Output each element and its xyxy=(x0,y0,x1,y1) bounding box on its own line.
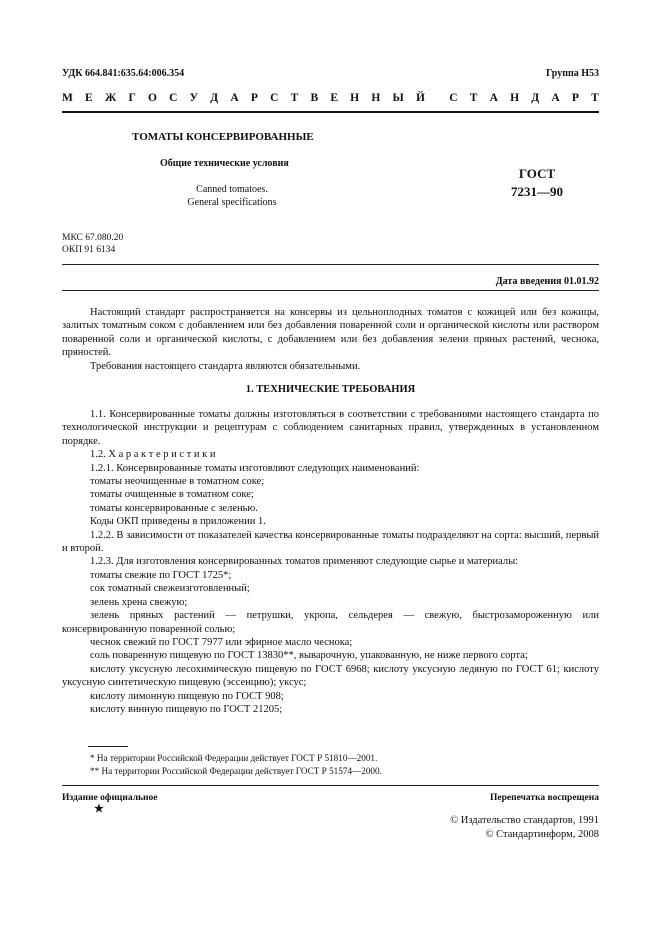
banner-letter: Е xyxy=(85,92,93,104)
banner-letter: Н xyxy=(371,92,381,104)
date-rule xyxy=(62,290,599,291)
classification-codes xyxy=(62,232,123,256)
section-paragraph: 1.1. Консервированные томаты должны изготовляться в соответствии с требованиями настоящего стандарта по технологической инструкции и рецептурам с соблюдением санитарных правил, утвержденных в установленном порядке. xyxy=(62,409,599,447)
official-edition: Издание официальное xyxy=(62,793,158,803)
section-paragraph: кислоту лимонную пищевую по ГОСТ 908; xyxy=(90,690,284,702)
banner-letter: Д xyxy=(531,92,540,104)
banner-letter: С xyxy=(270,92,279,104)
banner-letter: А xyxy=(489,92,498,104)
footnotes xyxy=(62,752,599,778)
mks-code: МКС 67.080.20 xyxy=(62,233,124,243)
udk-code: УДК 664.841:635.64:006.354 xyxy=(62,68,185,79)
section-paragraph: Коды ОКП приведены в приложении 1. xyxy=(90,516,266,528)
section-paragraph: томаты свежие по ГОСТ 1725*; xyxy=(90,569,232,581)
banner-letter: Н xyxy=(510,92,520,104)
banner-letter: Т xyxy=(290,92,299,104)
banner-letter: Й xyxy=(415,92,425,104)
banner-letter: Р xyxy=(571,92,579,104)
section-paragraph: кислоту винную пищевую по ГОСТ 21205; xyxy=(90,703,283,715)
english-title-line1: Canned tomatoes. xyxy=(196,184,268,195)
section-paragraph: сок томатный свежеизготовленный; xyxy=(90,583,250,595)
section-paragraph: зелень пряных растений — петрушки, укропа, сельдерея — свежую, быстрозамороженную или консервированную поваренной солью; xyxy=(62,610,599,635)
document-subtitle: Общие технические условия xyxy=(160,158,289,169)
footnote: * На территории Российской Федерации действует ГОСТ Р 51810—2001. xyxy=(90,753,378,763)
section-paragraph: 1.2.1. Консервированные томаты изготовляют следующих наименований: xyxy=(90,462,420,474)
gost-label: ГОСТ xyxy=(518,166,556,181)
footnote: ** На территории Российской Федерации действует ГОСТ Р 51574—2000. xyxy=(90,766,382,776)
section-paragraph: томаты неочищенные в томатном соке; xyxy=(90,476,265,488)
star-mark: ★ xyxy=(94,803,104,815)
section-paragraph: чеснок свежий по ГОСТ 7977 или эфирное масло чеснока; xyxy=(90,636,353,648)
reprint-notice: Перепечатка воспрещена xyxy=(489,793,599,803)
section-paragraph: зелень хрена свежую; xyxy=(90,596,188,608)
banner-letter: Д xyxy=(210,92,219,104)
codes-rule xyxy=(62,264,599,265)
banner-letter: С xyxy=(449,92,458,104)
okp-code: ОКП 91 6134 xyxy=(62,245,116,255)
section-paragraph: томаты консервированные с зеленью. xyxy=(90,502,258,514)
intro-text xyxy=(62,306,599,373)
banner-letter: О xyxy=(147,92,157,104)
banner-letter: У xyxy=(189,92,199,104)
banner-letter: Т xyxy=(469,92,478,104)
effective-date: Дата введения 01.01.92 xyxy=(495,276,599,287)
copyright xyxy=(450,814,599,842)
header-rule xyxy=(62,111,599,113)
copyright-line: © Издательство стандартов, 1991 xyxy=(450,815,599,826)
section-paragraph: 1.2. Х а р а к т е р и с т и к и xyxy=(90,449,216,461)
banner-letter: Е xyxy=(330,92,338,104)
section-paragraph: кислоту уксусную лесохимическую пищевую по ГОСТ 6968; кислоту уксусную ледяную по ГОСТ 61; кислоту уксусную синтетическую пищевую (эссенцию); уксус; xyxy=(62,663,599,689)
banner-letter: А xyxy=(551,92,560,104)
banner-letter: Н xyxy=(350,92,360,104)
gost-number: 7231—90 xyxy=(511,184,563,199)
footer-rule xyxy=(62,785,599,786)
section-heading: 1. ТЕХНИЧЕСКИЕ ТРЕБОВАНИЯ xyxy=(245,384,416,395)
banner-letter: Ж xyxy=(104,92,117,104)
banner-letter: Р xyxy=(250,92,258,104)
standard-type-banner xyxy=(62,92,599,104)
banner-letter: Г xyxy=(128,92,136,104)
section-body xyxy=(62,408,599,716)
intro-paragraph: Требования настоящего стандарта являются обязательными. xyxy=(90,360,361,372)
banner-letter: М xyxy=(62,92,73,104)
banner-letter: А xyxy=(230,92,239,104)
section-paragraph: томаты очищенные в томатном соке; xyxy=(90,489,254,501)
english-title xyxy=(178,183,286,209)
section-paragraph: соль поваренную пищевую по ГОСТ 13830**, выварочную, упакованную, не ниже первого сорта; xyxy=(90,650,528,662)
banner-letter: С xyxy=(169,92,178,104)
section-paragraph: 1.2.2. В зависимости от показателей качества консервированные томаты подразделяют на сорта: высший, первый и второй. xyxy=(62,529,599,555)
group-code: Группа Н53 xyxy=(546,68,599,79)
banner-letter: Ы xyxy=(392,92,404,104)
document-title: ТОМАТЫ КОНСЕРВИРОВАННЫЕ xyxy=(132,131,314,143)
copyright-line: © Стандартинформ, 2008 xyxy=(485,829,599,840)
banner-letter: В xyxy=(310,92,319,104)
footnote-rule xyxy=(88,746,128,747)
intro-paragraph: Настоящий стандарт распространяется на консервы из цельноплодных томатов с кожицей или без кожицы, залитых томатным соком с добавлением или без добавления поваренной соли и органической кислоты или раствором поваренной соли и органической кислоты, с добавлением или без добавления зелени пряных растений, чеснока, пряностей. xyxy=(62,307,599,359)
english-title-line2: General specifications xyxy=(187,197,277,208)
gost-designation xyxy=(497,165,577,201)
section-paragraph: 1.2.3. Для изготовления консервированных томатов применяют следующие сырье и материалы: xyxy=(90,556,519,568)
banner-letter: Т xyxy=(591,92,599,104)
header-row xyxy=(62,68,599,79)
